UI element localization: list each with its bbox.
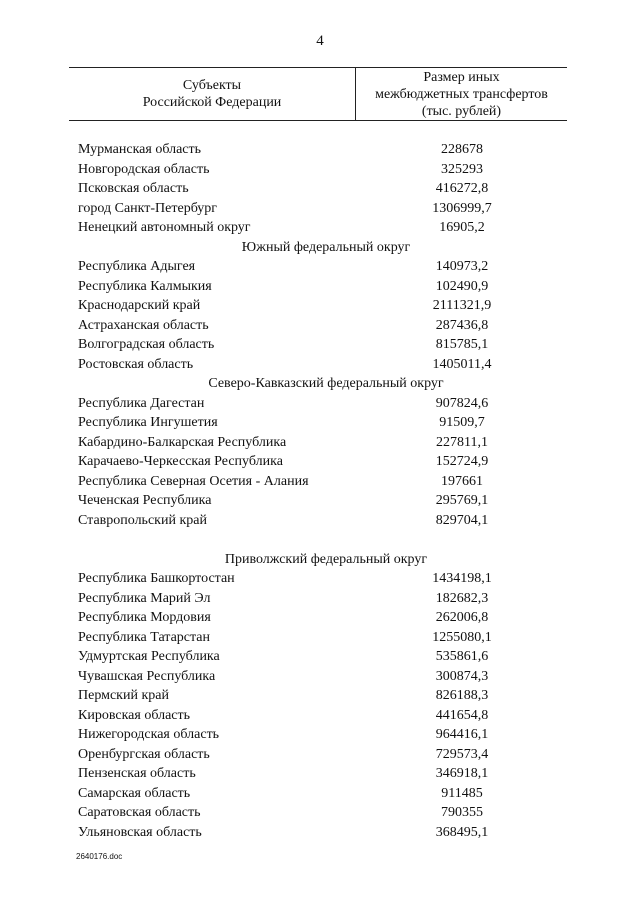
subject-name: Пензенская область bbox=[78, 766, 196, 781]
table-top-rule bbox=[69, 67, 567, 68]
transfer-amount: 300874,3 bbox=[435, 668, 489, 684]
transfer-amount: 140973,2 bbox=[435, 259, 489, 274]
page-number: 4 bbox=[316, 33, 324, 49]
transfer-amount: 368495,1 bbox=[435, 824, 489, 840]
table-row bbox=[0, 608, 640, 628]
column-header-transfers-line: межбюджетных трансфертов bbox=[375, 87, 548, 102]
transfer-amount: 16905,2 bbox=[439, 220, 485, 235]
transfer-amount: 1434198,1 bbox=[432, 571, 492, 586]
subject-name: Удмуртская Республика bbox=[78, 649, 220, 664]
subject-name: Республика Башкортостан bbox=[78, 571, 235, 586]
subject-name: Мурманская область bbox=[78, 142, 202, 157]
subject-name: Ростовская область bbox=[78, 356, 194, 372]
subject-name: Республика Адыгея bbox=[78, 259, 196, 274]
transfer-amount: 182682,3 bbox=[435, 590, 489, 606]
subject-name: Ставропольский край bbox=[78, 512, 207, 528]
subject-name: Республика Северная Осетия - Алания bbox=[78, 473, 309, 489]
subject-name: Кировская область bbox=[78, 707, 191, 723]
federal-district-heading: Приволжский федеральный округ bbox=[224, 551, 428, 567]
table-row bbox=[0, 569, 640, 589]
table-body bbox=[0, 140, 640, 842]
subject-name: Новгородская область bbox=[78, 161, 210, 177]
table-row bbox=[0, 725, 640, 745]
table-row bbox=[0, 764, 640, 784]
table-row bbox=[0, 472, 640, 492]
subject-name: Республика Татарстан bbox=[78, 629, 211, 645]
table-row bbox=[0, 628, 640, 648]
transfer-amount: 152724,9 bbox=[435, 454, 489, 469]
table-row bbox=[0, 257, 640, 277]
federal-district-heading: Северо-Кавказский федеральный округ bbox=[208, 376, 444, 391]
table-row bbox=[0, 355, 640, 375]
table-row bbox=[0, 647, 640, 667]
subject-name: Ненецкий автономный округ bbox=[78, 220, 251, 235]
column-header-subjects-line: Российской Федерации bbox=[142, 95, 282, 110]
table-row bbox=[0, 823, 640, 843]
transfer-amount: 227811,1 bbox=[436, 434, 488, 450]
subject-name: Волгоградская область bbox=[78, 337, 215, 352]
transfer-amount: 790355 bbox=[441, 805, 483, 820]
subject-name: Астраханская область bbox=[78, 317, 209, 333]
subject-name: Республика Дагестан bbox=[78, 395, 205, 411]
table-row bbox=[0, 452, 640, 472]
subject-name: Ульяновская область bbox=[78, 824, 202, 840]
transfer-amount: 346918,1 bbox=[435, 766, 489, 781]
subject-name: Республика Ингушетия bbox=[78, 415, 218, 430]
transfer-amount: 1255080,1 bbox=[432, 629, 492, 645]
table-row bbox=[0, 413, 640, 433]
transfer-amount: 228678 bbox=[441, 142, 483, 157]
table-row bbox=[0, 667, 640, 687]
table-row bbox=[0, 160, 640, 180]
subject-name: Нижегородская область bbox=[78, 727, 220, 742]
column-header-transfers bbox=[356, 69, 567, 120]
table-row bbox=[0, 433, 640, 453]
row-spacer bbox=[0, 530, 640, 550]
table-row bbox=[0, 784, 640, 804]
transfer-amount: 826188,3 bbox=[435, 688, 489, 703]
table-row bbox=[0, 277, 640, 297]
transfer-amount: 295769,1 bbox=[435, 493, 489, 508]
subject-name: Республика Калмыкия bbox=[78, 278, 212, 294]
table-row bbox=[0, 745, 640, 765]
column-header-subjects-line: Субъекты bbox=[182, 78, 242, 93]
transfer-amount: 416272,8 bbox=[435, 181, 489, 196]
table-row bbox=[0, 179, 640, 199]
table-row bbox=[0, 706, 640, 726]
transfer-amount: 829704,1 bbox=[435, 512, 489, 528]
transfer-amount: 197661 bbox=[441, 473, 483, 489]
subject-name: Саратовская область bbox=[78, 805, 201, 820]
transfer-amount: 325293 bbox=[441, 161, 483, 177]
subject-name: Краснодарский край bbox=[78, 298, 201, 313]
federal-district-heading: Южный федеральный округ bbox=[241, 239, 411, 255]
transfer-amount: 815785,1 bbox=[435, 337, 489, 352]
column-header-subjects bbox=[69, 77, 355, 111]
subject-name: Чувашская Республика bbox=[78, 668, 216, 684]
table-row bbox=[0, 296, 640, 316]
transfer-amount: 287436,8 bbox=[435, 317, 489, 333]
subject-name: Чеченская Республика bbox=[78, 493, 212, 508]
subject-name: город Санкт-Петербург bbox=[78, 200, 218, 216]
table-row bbox=[0, 335, 640, 355]
subject-name: Псковская область bbox=[78, 181, 189, 196]
subject-name: Республика Мордовия bbox=[78, 610, 211, 625]
subject-name: Республика Марий Эл bbox=[78, 590, 211, 606]
transfer-amount: 2111321,9 bbox=[432, 298, 492, 313]
table-row bbox=[0, 686, 640, 706]
subject-name: Кабардино-Балкарская Республика bbox=[78, 434, 287, 450]
document-filename: 2640176.doc bbox=[76, 852, 123, 861]
table-row bbox=[0, 199, 640, 219]
table-row bbox=[0, 491, 640, 511]
transfer-amount: 535861,6 bbox=[435, 649, 489, 664]
table-row bbox=[0, 803, 640, 823]
transfer-amount: 907824,6 bbox=[435, 395, 489, 411]
subject-name: Карачаево-Черкесская Республика bbox=[78, 454, 283, 469]
subject-name: Самарская область bbox=[78, 785, 191, 801]
transfer-amount: 1306999,7 bbox=[432, 200, 492, 216]
transfer-amount: 729573,4 bbox=[435, 746, 489, 762]
transfer-amount: 91509,7 bbox=[439, 415, 485, 430]
transfer-amount: 441654,8 bbox=[435, 707, 489, 723]
subject-name: Пермский край bbox=[78, 688, 169, 703]
transfer-amount: 262006,8 bbox=[435, 610, 489, 625]
table-row bbox=[0, 511, 640, 531]
transfer-amount: 1405011,4 bbox=[432, 356, 492, 372]
table-row bbox=[0, 316, 640, 336]
column-header-transfers-line: (тыс. рублей) bbox=[421, 104, 502, 119]
transfer-amount: 964416,1 bbox=[435, 727, 489, 742]
table-row bbox=[0, 589, 640, 609]
table-row bbox=[0, 394, 640, 414]
column-header-transfers-line: Размер иных bbox=[423, 70, 500, 85]
table-row bbox=[0, 140, 640, 160]
transfer-amount: 102490,9 bbox=[435, 278, 489, 294]
table-row bbox=[0, 218, 640, 238]
table-header-bottom-rule bbox=[69, 120, 567, 121]
transfer-amount: 911485 bbox=[441, 785, 483, 801]
subject-name: Оренбургская область bbox=[78, 746, 210, 762]
